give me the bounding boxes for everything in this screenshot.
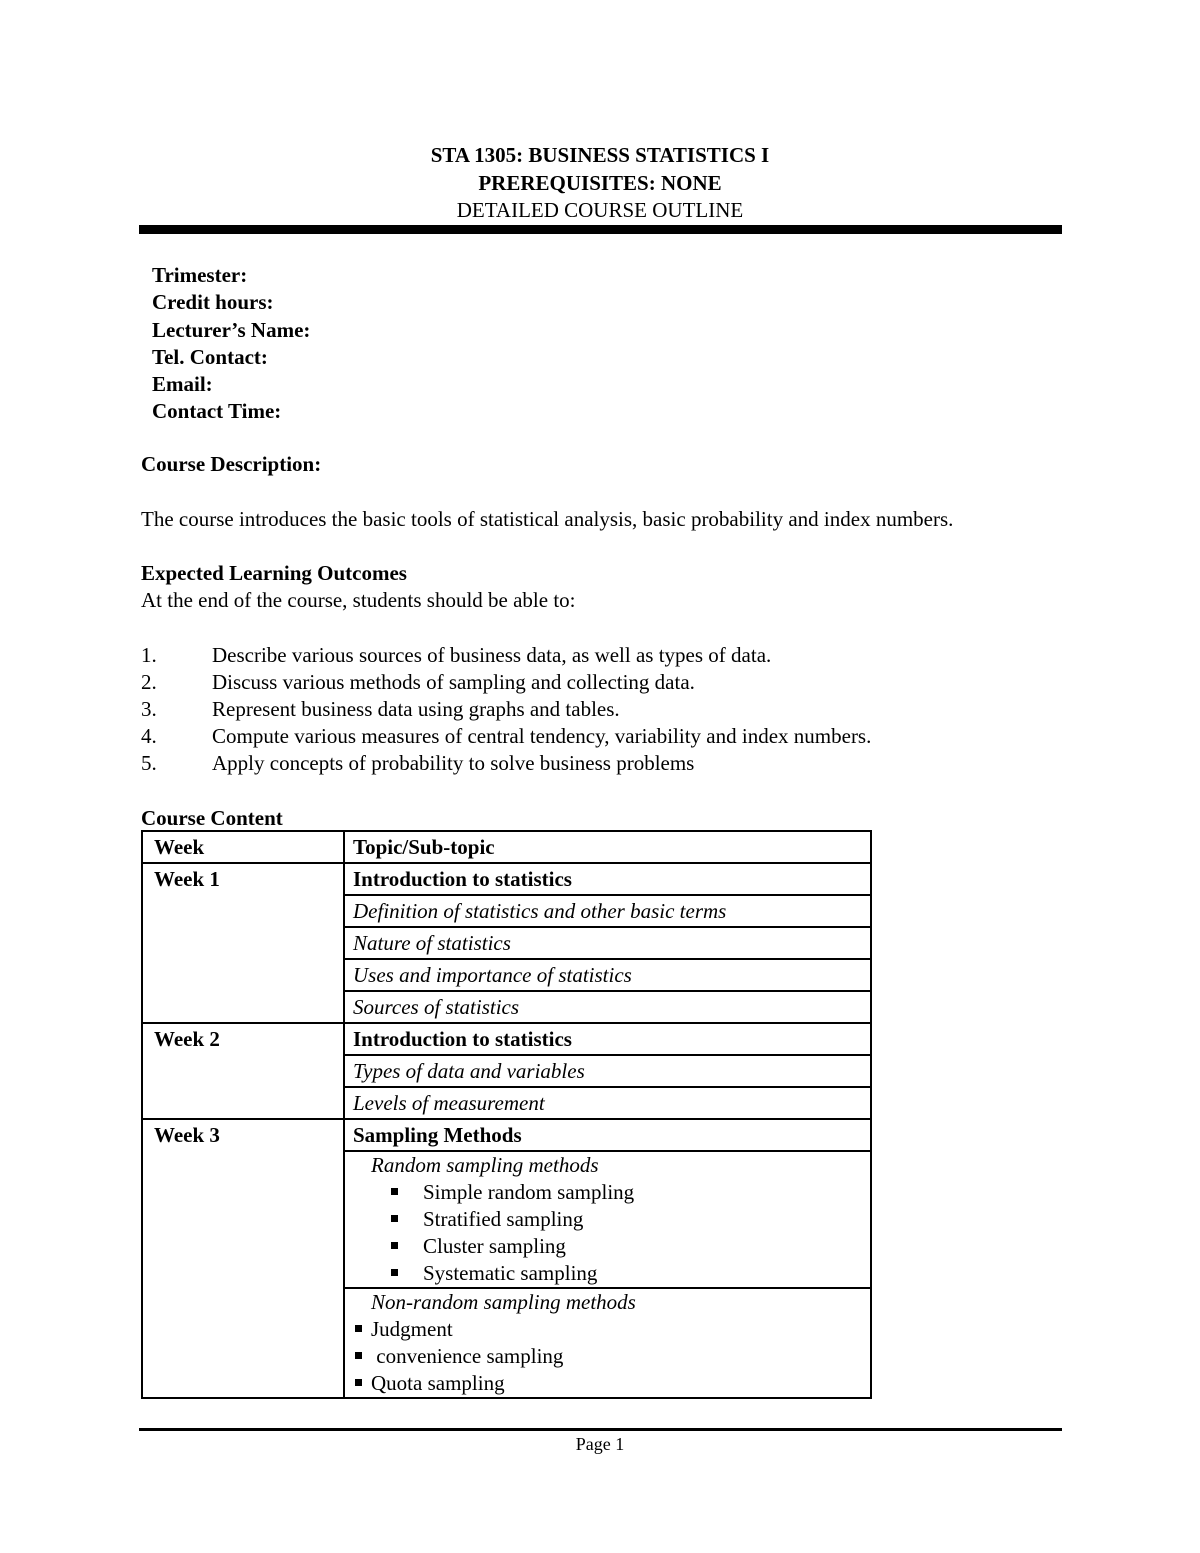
outcome-number: 1. <box>141 643 157 667</box>
footer-divider <box>139 1428 1062 1431</box>
field-lecturer-name: Lecturer’s Name: <box>152 317 311 342</box>
table-row <box>142 863 871 895</box>
list-item <box>353 1343 870 1370</box>
week-2-subtopic: Types of data and variables <box>344 1055 871 1087</box>
outcome-number: 4. <box>141 724 157 748</box>
bullet-icon <box>355 1352 362 1359</box>
outcome-text: Apply concepts of probability to solve business problems <box>212 751 695 775</box>
list-item <box>353 1179 870 1206</box>
nonrandom-sampling-heading: Non-random sampling methods <box>371 1290 636 1314</box>
outcome-number: 2. <box>141 670 157 694</box>
title-block <box>0 142 1200 225</box>
header-topic: Topic/Sub-topic <box>344 831 871 863</box>
outcome-number: 3. <box>141 697 157 721</box>
week-1-subtopic: Sources of statistics <box>344 991 871 1023</box>
header-week: Week <box>142 831 344 863</box>
outcome-text: Describe various sources of business data, as well as types of data. <box>212 643 772 667</box>
random-sampling-cell <box>344 1151 871 1288</box>
random-sampling-heading: Random sampling methods <box>371 1153 599 1177</box>
bullet-icon <box>391 1215 398 1222</box>
field-trimester: Trimester: <box>152 263 248 287</box>
outcome-text: Compute various measures of central tendency, variability and index numbers. <box>212 724 872 748</box>
outcomes-intro: At the end of the course, students should be able to: <box>141 588 576 612</box>
week-2-topic: Introduction to statistics <box>344 1023 871 1055</box>
week-3-topic: Sampling Methods <box>344 1119 871 1151</box>
table-row <box>142 1119 871 1151</box>
list-item <box>353 1233 870 1260</box>
outcome-number: 5. <box>141 751 157 775</box>
week-1-subtopic: Uses and importance of statistics <box>344 959 871 991</box>
list-item <box>353 1206 870 1233</box>
list-item-label: Judgment <box>371 1317 453 1341</box>
list-item-label: Simple random sampling <box>423 1180 635 1204</box>
bullet-icon <box>391 1188 398 1195</box>
list-item-label: Quota sampling <box>371 1371 505 1395</box>
outcomes-heading: Expected Learning Outcomes <box>141 561 407 585</box>
week-2-label: Week 2 <box>142 1023 344 1119</box>
bullet-icon <box>391 1242 398 1249</box>
nonrandom-sampling-cell <box>344 1288 871 1398</box>
field-contact-time: Contact Time: <box>152 399 282 424</box>
week-1-topic: Introduction to statistics <box>344 863 871 895</box>
field-credit-hours: Credit hours: <box>152 290 274 315</box>
week-2-subtopic: Levels of measurement <box>344 1087 871 1119</box>
course-description-heading: Course Description: <box>141 452 322 476</box>
week-1-label: Week 1 <box>142 863 344 1023</box>
list-item <box>353 1260 870 1287</box>
bullet-icon <box>355 1379 362 1386</box>
table-row <box>142 1023 871 1055</box>
list-item-label: Systematic sampling <box>423 1261 598 1285</box>
course-title: STA 1305: BUSINESS STATISTICS I <box>430 143 770 167</box>
bullet-icon <box>355 1325 362 1332</box>
course-description-text: The course introduces the basic tools of statistical analysis, basic probability and index numbers. <box>141 507 954 531</box>
list-item <box>353 1370 870 1397</box>
course-content-table <box>141 830 872 1399</box>
table-header-row <box>142 831 871 863</box>
list-item-label: Stratified sampling <box>423 1207 584 1231</box>
prerequisites: PREREQUISITES: NONE <box>478 170 722 195</box>
outline-subtitle: DETAILED COURSE OUTLINE <box>456 198 744 222</box>
list-item-label: convenience sampling <box>371 1344 564 1368</box>
week-3-label: Week 3 <box>142 1119 344 1398</box>
bullet-icon <box>391 1269 398 1276</box>
course-info-fields <box>152 262 310 426</box>
week-1-subtopic: Definition of statistics and other basic terms <box>344 895 871 927</box>
field-email: Email: <box>152 372 213 397</box>
course-content-heading: Course Content <box>141 806 283 830</box>
outcome-text: Represent business data using graphs and tables. <box>212 697 620 721</box>
list-item-label: Cluster sampling <box>423 1234 566 1258</box>
page-number: Page 1 <box>575 1434 625 1454</box>
header-divider <box>139 225 1062 234</box>
list-item <box>353 1316 870 1343</box>
week-1-subtopic: Nature of statistics <box>344 927 871 959</box>
field-tel-contact: Tel. Contact: <box>152 344 268 369</box>
outcome-text: Discuss various methods of sampling and collecting data. <box>212 670 695 694</box>
